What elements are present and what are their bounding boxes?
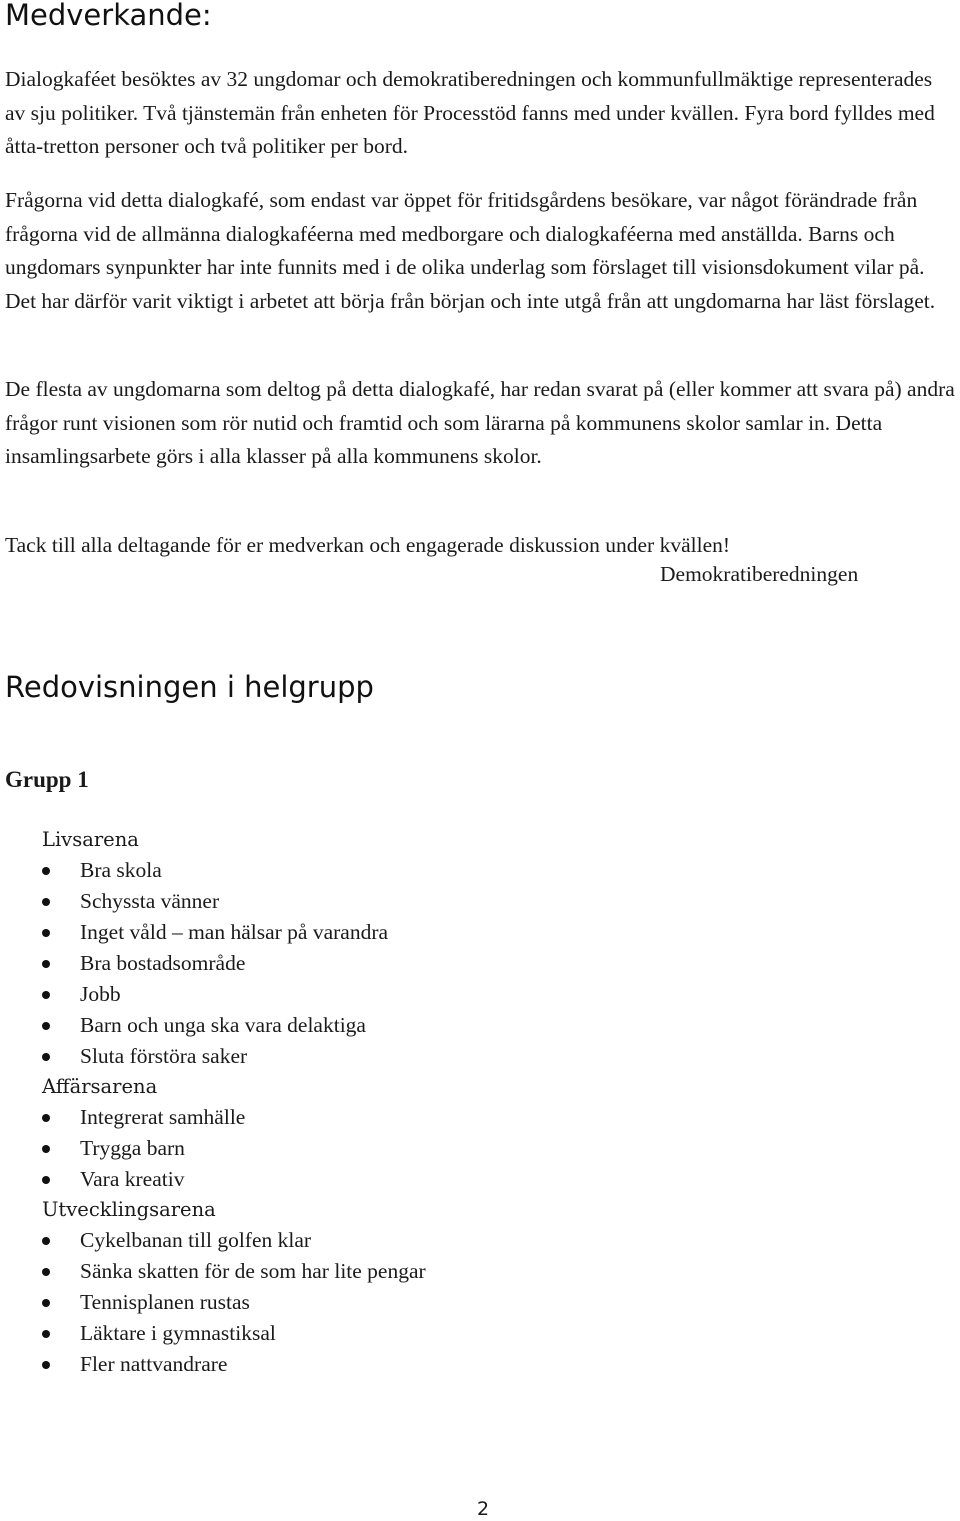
list-item — [0, 1102, 960, 1133]
arena-lists — [0, 825, 960, 1380]
list-item-text: Fler nattvandrare — [80, 1352, 228, 1376]
list-item-text: Sluta förstöra saker — [80, 1044, 248, 1068]
list-item-text: Barn och unga ska vara delaktiga — [80, 1013, 366, 1037]
bullet-icon — [42, 1361, 50, 1369]
list-item — [0, 1256, 960, 1287]
bullet-icon — [42, 991, 50, 999]
bullet-icon — [42, 1268, 50, 1276]
list-item — [0, 1287, 960, 1318]
bullet-icon — [42, 1053, 50, 1061]
list-item — [0, 886, 960, 917]
list-item-text: Bra skola — [80, 858, 162, 882]
list-item-text: Integrerat samhälle — [80, 1105, 246, 1129]
list-item-text: Tennisplanen rustas — [80, 1290, 250, 1314]
list-item — [0, 1225, 960, 1256]
bullet-icon — [42, 898, 50, 906]
bullet-list-utvecklingsarena — [0, 1225, 960, 1380]
signature: Demokratiberedningen — [660, 562, 859, 586]
list-item — [0, 1164, 960, 1195]
paragraph-youth-answers: De flesta av ungdomarna som deltog på detta dialogkafé, har redan svarat på (eller kommer att svara på) andra frågor runt visionen som rör nutid och framtid och som lärarna på kommunens skolor samlar in. Detta insamlingsarbete görs i alla klasser på alla kommunens skolor. — [5, 377, 955, 468]
bullet-icon — [42, 1237, 50, 1245]
bullet-icon — [42, 1176, 50, 1184]
list-item — [0, 979, 960, 1010]
bullet-icon — [42, 960, 50, 968]
list-item-text: Läktare i gymnastiksal — [80, 1321, 276, 1345]
bullet-icon — [42, 1145, 50, 1153]
list-item-text: Jobb — [80, 982, 121, 1006]
list-item-text: Sänka skatten för de som har lite pengar — [80, 1259, 426, 1283]
bullet-icon — [42, 929, 50, 937]
paragraph-participants: Dialogkaféet besöktes av 32 ungdomar och demokratiberedningen och kommunfullmäktige representerades av sju politiker. Två tjänstemän från enheten för Processtöd fanns med under kvällen. Fyra bord fylldes med åtta-tretton personer och två politiker per bord. — [5, 67, 935, 158]
list-item — [0, 1318, 960, 1349]
list-item-text: Schyssta vänner — [80, 889, 220, 913]
page-number: 2 — [477, 1498, 490, 1520]
section-heading-redovisning: Redovisningen i helgrupp — [5, 670, 374, 704]
list-item-text: Cykelbanan till golfen klar — [80, 1228, 312, 1252]
category-label-livsarena: Livsarena — [42, 828, 139, 851]
paragraph-thanks: Tack till alla deltagande för er medverkan och engagerade diskussion under kvällen! — [5, 533, 731, 557]
list-item — [0, 1010, 960, 1041]
bullet-list-livsarena — [0, 855, 960, 1072]
bullet-icon — [42, 1114, 50, 1122]
category-label-utvecklingsarena: Utvecklingsarena — [42, 1198, 216, 1221]
bullet-icon — [42, 1330, 50, 1338]
bullet-icon — [42, 867, 50, 875]
list-item — [0, 855, 960, 886]
paragraph-questions: Frågorna vid detta dialogkafé, som endast var öppet för fritidsgårdens besökare, var något förändrade från frågorna vid de allmänna dialogkaféerna med medborgare och dialogkaféerna med anställda. Barns och ungdomars synpunkter har inte funnits med i de olika underlag som förslaget till visionsdokument vilar på. Det har därför varit viktigt i arbetet att börja från början och inte utgå från att ungdomarna har läst förslaget. — [5, 188, 936, 313]
list-item-text: Bra bostadsområde — [80, 951, 246, 975]
group-title: Grupp 1 — [5, 767, 89, 792]
list-item-text: Trygga barn — [80, 1136, 185, 1160]
list-item-text: Inget våld – man hälsar på varandra — [80, 920, 389, 944]
list-item — [0, 948, 960, 979]
category-label-affarsarena: Affärsarena — [42, 1075, 158, 1098]
list-item — [0, 917, 960, 948]
list-item — [0, 1041, 960, 1072]
list-item — [0, 1349, 960, 1380]
list-item-text: Vara kreativ — [80, 1167, 185, 1191]
bullet-icon — [42, 1022, 50, 1030]
section-heading-medverkande: Medverkande: — [5, 0, 212, 32]
list-item — [0, 1133, 960, 1164]
bullet-list-affarsarena — [0, 1102, 960, 1195]
bullet-icon — [42, 1299, 50, 1307]
